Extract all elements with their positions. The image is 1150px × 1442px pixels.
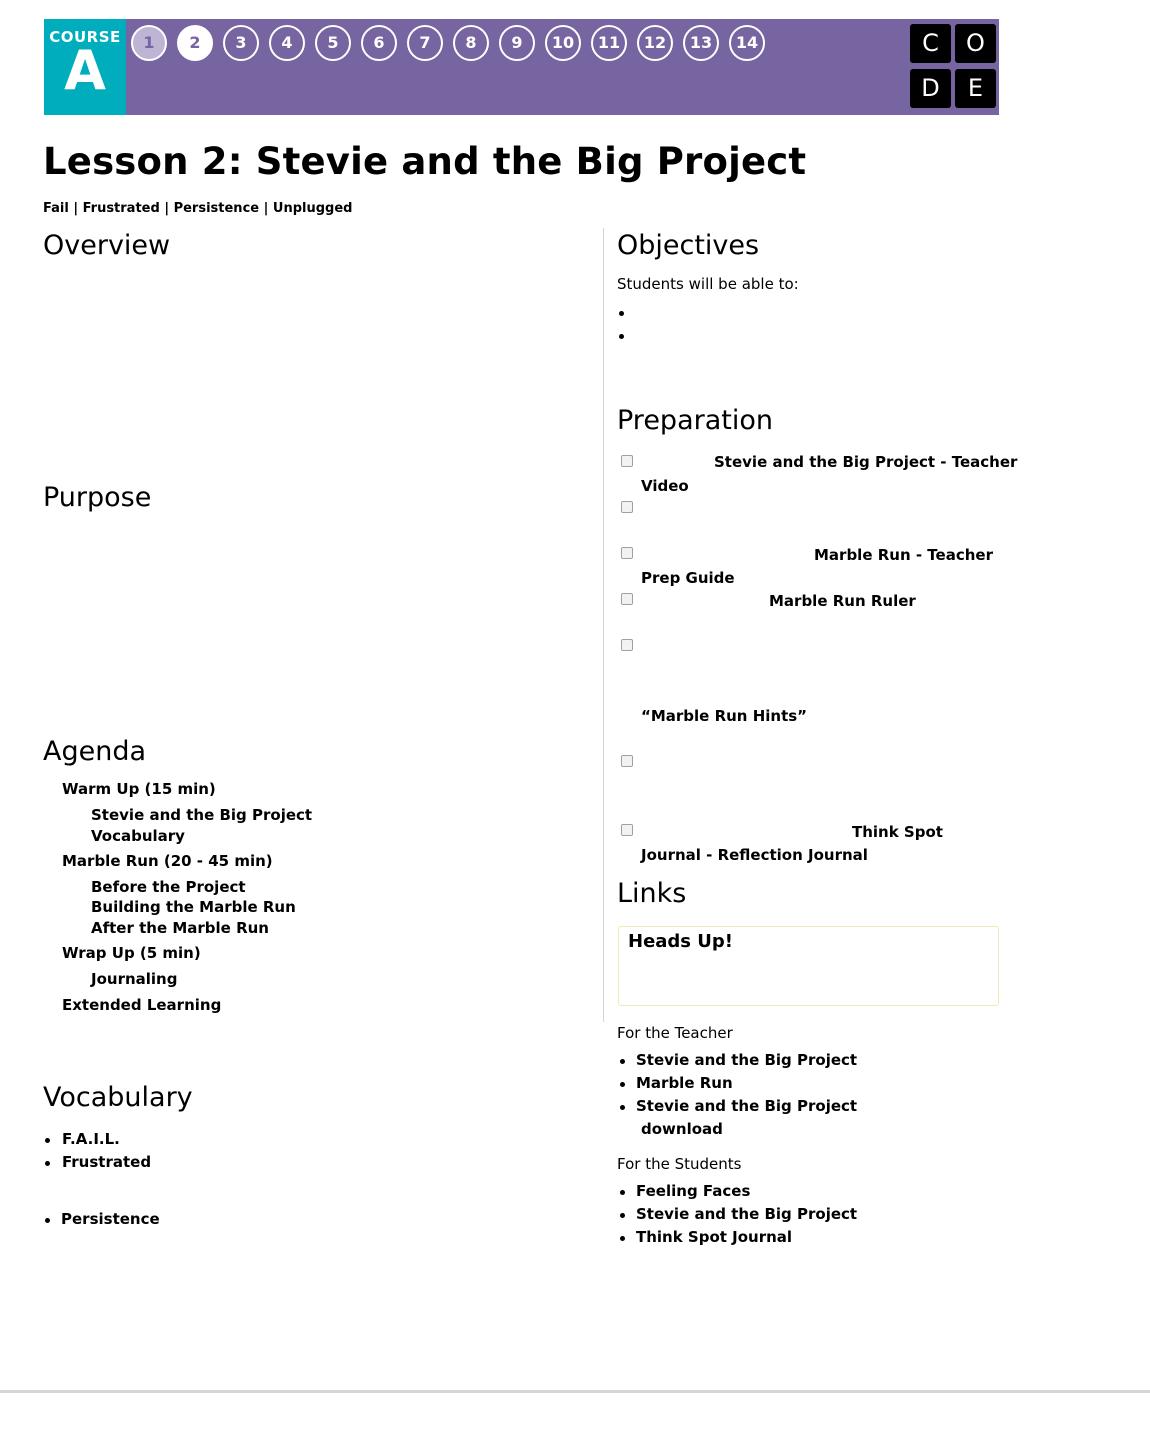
agenda-marble-run[interactable]: Marble Run (20 - 45 min) (62, 852, 273, 870)
vocabulary-heading: Vocabulary (43, 1082, 193, 1113)
prep-checkbox-2[interactable] (621, 501, 633, 513)
prep-guide-link[interactable]: Marble Run - Teacher (814, 546, 993, 564)
lesson-link-7[interactable]: 7 (407, 25, 443, 61)
vocab-persistence: Persistence (61, 1210, 160, 1228)
course-label: COURSE (49, 28, 121, 46)
prep-ruler-link[interactable]: Marble Run Ruler (769, 592, 916, 610)
lesson-link-6[interactable]: 6 (361, 25, 397, 61)
teacher-link-stevie-download[interactable]: Stevie and the Big Project (636, 1097, 858, 1115)
lesson-link-9[interactable]: 9 (499, 25, 535, 61)
links-heading: Links (617, 878, 687, 909)
course-badge (44, 19, 126, 115)
bullet-dot (619, 311, 624, 316)
prep-hints-text: “Marble Run Hints” (641, 707, 808, 725)
lesson-link-2[interactable]: 2 (177, 25, 213, 61)
agenda-item-journaling[interactable]: Journaling (91, 970, 178, 988)
overview-heading: Overview (43, 230, 171, 261)
prep-checkbox-7[interactable] (621, 824, 633, 836)
column-divider (603, 228, 604, 1022)
prep-checkbox-1[interactable] (621, 455, 633, 467)
preparation-heading: Preparation (617, 405, 773, 436)
lesson-link-10[interactable]: 10 (545, 25, 581, 61)
heads-up-callout (618, 926, 999, 1006)
lesson-tags: Fail | Frustrated | Persistence | Unplugged (43, 201, 353, 216)
lesson-link-14[interactable]: 14 (729, 25, 765, 61)
lesson-link-8[interactable]: 8 (453, 25, 489, 61)
teacher-link-marble-run[interactable]: Marble Run (636, 1074, 733, 1092)
prep-journal-link[interactable]: Think Spot (852, 823, 943, 841)
prep-checkbox-5[interactable] (621, 639, 633, 651)
agenda-item-before[interactable]: Before the Project (91, 878, 246, 896)
agenda-item-stevie[interactable]: Stevie and the Big Project (91, 806, 313, 824)
teacher-download-link[interactable]: download (641, 1120, 723, 1138)
purpose-heading: Purpose (43, 482, 152, 513)
code-logo-c: C (910, 24, 951, 63)
vocab-frustrated: Frustrated (62, 1153, 152, 1171)
student-link-stevie[interactable]: Stevie and the Big Project (636, 1205, 858, 1223)
vocab-fail: F.A.I.L. (62, 1130, 120, 1148)
objectives-heading: Objectives (617, 230, 760, 261)
prep-teacher-video-link[interactable]: Stevie and the Big Project - Teacher (714, 453, 1018, 471)
footer-rule (0, 1390, 1150, 1393)
bullet-dot (45, 1161, 50, 1166)
bullet-dot (620, 1236, 625, 1241)
prep-checkbox-4[interactable] (621, 593, 633, 605)
bullet-dot (45, 1138, 50, 1143)
lesson-link-11[interactable]: 11 (591, 25, 627, 61)
prep-guide-link-cont[interactable]: Prep Guide (641, 569, 735, 587)
objectives-intro: Students will be able to: (617, 275, 799, 293)
bullet-dot (619, 334, 624, 339)
callout-title: Heads Up! (628, 931, 733, 952)
code-logo-o: O (955, 24, 996, 63)
prep-checkbox-6[interactable] (621, 755, 633, 767)
agenda-warm-up[interactable]: Warm Up (15 min) (62, 780, 216, 798)
agenda-wrap-up[interactable]: Wrap Up (5 min) (62, 944, 201, 962)
agenda-extended-learning[interactable]: Extended Learning (62, 996, 222, 1014)
lesson-link-1[interactable]: 1 (131, 25, 167, 61)
prep-teacher-video-link-cont[interactable]: Video (641, 477, 689, 495)
bullet-dot (620, 1213, 625, 1218)
student-link-journal[interactable]: Think Spot Journal (636, 1228, 793, 1246)
bullet-dot (620, 1059, 625, 1064)
agenda-item-vocabulary[interactable]: Vocabulary (91, 827, 185, 845)
code-logo-e: E (955, 69, 996, 108)
agenda-item-after[interactable]: After the Marble Run (91, 919, 269, 937)
course-letter: A (64, 39, 106, 102)
agenda-item-building[interactable]: Building the Marble Run (91, 898, 296, 916)
teacher-links-label: For the Teacher (617, 1024, 733, 1042)
lesson-link-5[interactable]: 5 (315, 25, 351, 61)
bullet-dot (45, 1218, 50, 1223)
lesson-link-13[interactable]: 13 (683, 25, 719, 61)
student-link-feeling-faces[interactable]: Feeling Faces (636, 1182, 751, 1200)
agenda-heading: Agenda (43, 736, 147, 767)
lesson-link-12[interactable]: 12 (637, 25, 673, 61)
bullet-dot (620, 1082, 625, 1087)
lesson-title: Lesson 2: Stevie and the Big Project (43, 140, 807, 183)
bullet-dot (620, 1105, 625, 1110)
bullet-dot (620, 1190, 625, 1195)
code-logo-d: D (910, 69, 951, 108)
lesson-link-3[interactable]: 3 (223, 25, 259, 61)
prep-checkbox-3[interactable] (621, 547, 633, 559)
prep-journal-link-cont[interactable]: Journal - Reflection Journal (641, 846, 868, 864)
student-links-label: For the Students (617, 1155, 742, 1173)
teacher-link-stevie[interactable]: Stevie and the Big Project (636, 1051, 858, 1069)
course-banner (44, 19, 999, 115)
lesson-link-4[interactable]: 4 (269, 25, 305, 61)
